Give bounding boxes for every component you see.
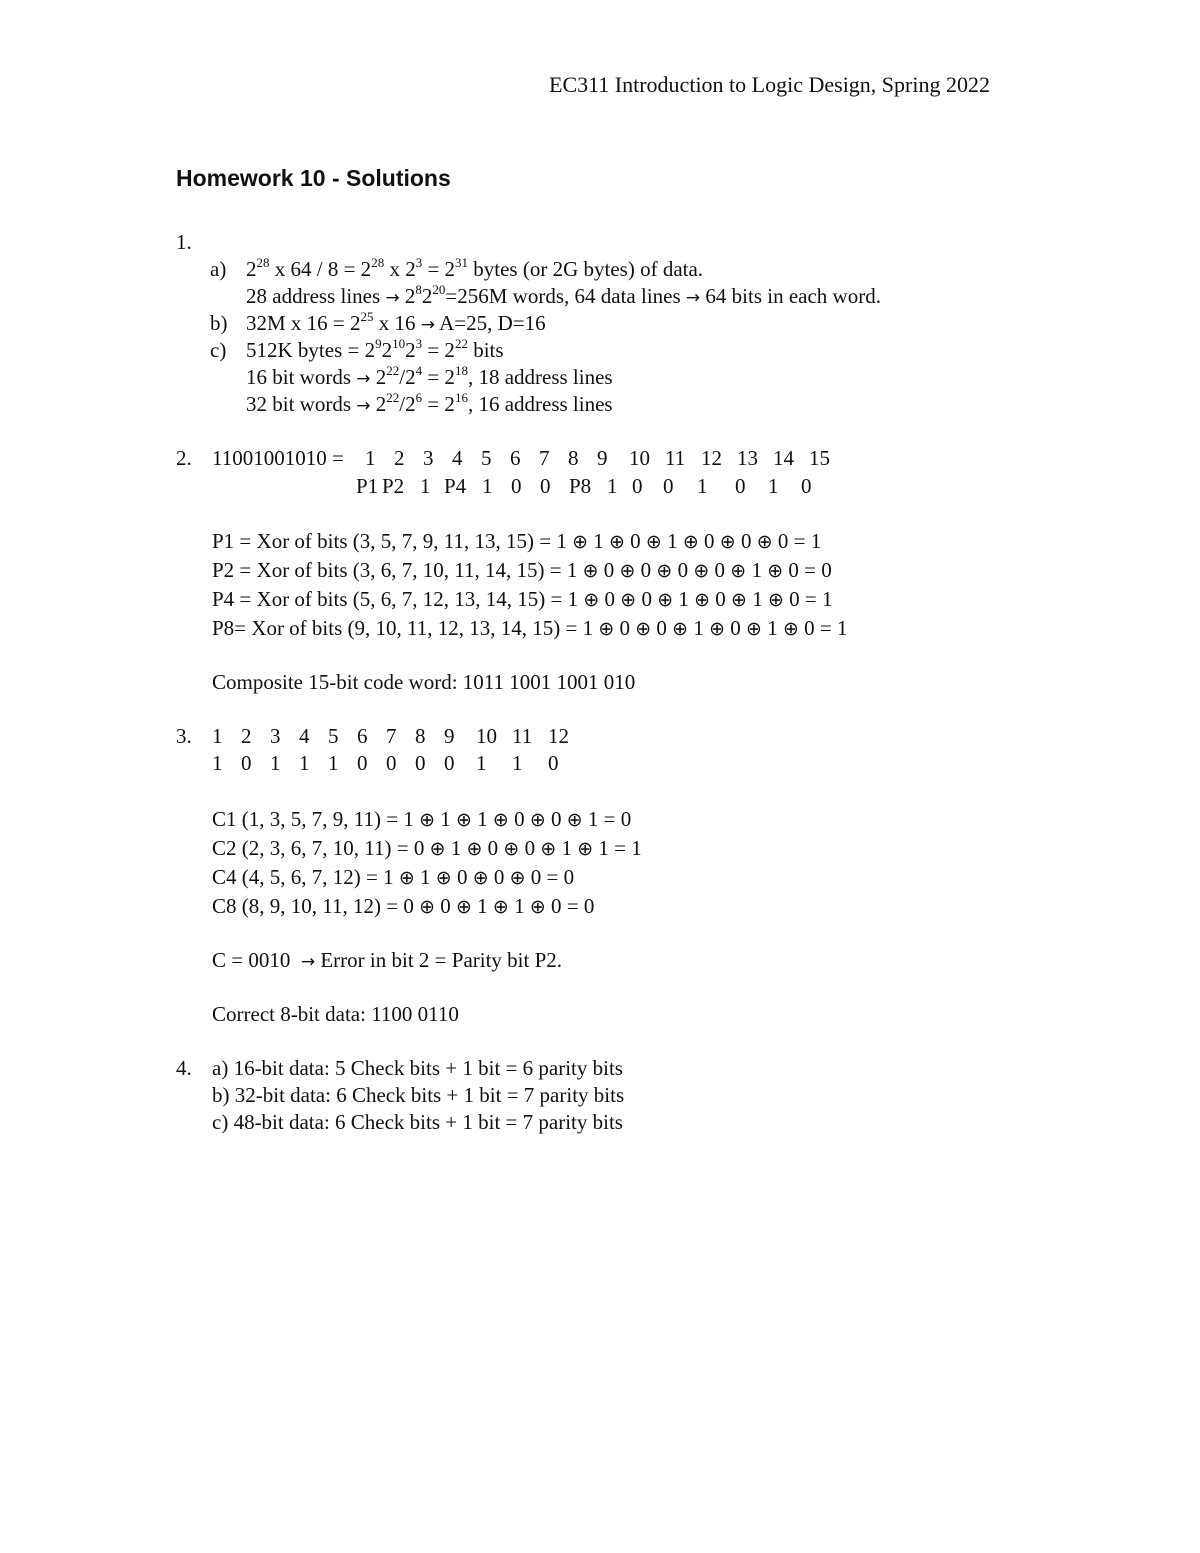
grid-cell: 0 — [632, 474, 643, 498]
grid-cell: 13 — [737, 446, 758, 470]
q3-c4-equation: C4 (4, 5, 6, 7, 12) = 1 ⊕ 1 ⊕ 0 ⊕ 0 ⊕ 0 = 0 — [212, 865, 575, 889]
grid-cell: 3 — [270, 724, 281, 748]
xor-icon: ⊕ — [746, 618, 762, 640]
xor-icon: ⊕ — [767, 589, 784, 611]
xor-icon: ⊕ — [419, 809, 435, 831]
q2-composite: Composite 15-bit code word: 1011 1001 1001 010 — [212, 670, 636, 694]
grid-cell: 3 — [423, 446, 434, 470]
grid-cell: 11 — [665, 446, 686, 470]
grid-cell: 1 — [607, 474, 618, 498]
xor-icon: ⊕ — [419, 896, 435, 918]
xor-icon: ⊕ — [756, 531, 773, 553]
q2-data-word: 11001001010 = — [212, 446, 344, 470]
grid-cell: 9 — [444, 724, 455, 748]
grid-cell: 5 — [481, 446, 492, 470]
q3-bit-row — [212, 750, 578, 777]
xor-icon: ⊕ — [455, 809, 472, 831]
course-header: EC311 Introduction to Logic Design, Spring 2022 — [549, 72, 990, 97]
grid-cell: 0 — [540, 474, 551, 498]
xor-icon: ⊕ — [620, 589, 637, 611]
q2-p4-equation: P4 = Xor of bits (5, 6, 7, 12, 13, 14, 15) = 1 ⊕ 0 ⊕ 0 ⊕ 1 ⊕ 0 ⊕ 1 ⊕ 0 = 1 — [212, 587, 833, 611]
grid-cell: 15 — [809, 446, 830, 470]
xor-icon: ⊕ — [694, 589, 711, 611]
arrow-icon: → — [300, 952, 316, 972]
grid-cell: 1 — [270, 751, 281, 775]
xor-icon: ⊕ — [429, 838, 446, 860]
grid-cell: 0 — [663, 474, 674, 498]
grid-cell: P1 — [356, 474, 379, 498]
q2-p1-equation: P1 = Xor of bits (3, 5, 7, 9, 11, 13, 15) = 1 ⊕ 1 ⊕ 0 ⊕ 1 ⊕ 0 ⊕ 0 ⊕ 0 = 1 — [212, 529, 822, 553]
xor-icon: ⊕ — [672, 618, 689, 640]
q3-number: 3. — [176, 724, 192, 748]
grid-cell: 2 — [241, 724, 252, 748]
arrow-icon: → — [685, 288, 701, 308]
grid-cell: P2 — [382, 474, 405, 498]
xor-icon: ⊕ — [577, 838, 594, 860]
grid-cell: 1 — [365, 446, 376, 470]
arrow-icon: → — [385, 288, 400, 308]
q4-c: c) 48-bit data: 6 Check bits + 1 bit = 7 parity bits — [212, 1110, 623, 1134]
xor-icon: ⊕ — [455, 896, 472, 918]
grid-cell: 2 — [394, 446, 405, 470]
q4-number: 4. — [176, 1056, 192, 1080]
q3-correct-data: Correct 8-bit data: 1100 0110 — [212, 1002, 459, 1026]
grid-cell: 7 — [539, 446, 550, 470]
q3-c2-equation: C2 (2, 3, 6, 7, 10, 11) = 0 ⊕ 1 ⊕ 0 ⊕ 0 ⊕ 1 ⊕ 1 = 1 — [212, 836, 642, 860]
xor-icon: ⊕ — [566, 809, 583, 831]
xor-icon: ⊕ — [503, 838, 520, 860]
grid-cell: 8 — [568, 446, 579, 470]
q2-p8-equation: P8= Xor of bits (9, 10, 11, 12, 13, 14, 15) = 1 ⊕ 0 ⊕ 0 ⊕ 1 ⊕ 0 ⊕ 1 ⊕ 0 = 1 — [212, 616, 848, 640]
arrow-icon: → — [420, 315, 436, 335]
xor-icon: ⊕ — [782, 618, 799, 640]
grid-cell: 0 — [415, 751, 426, 775]
grid-cell: P4 — [444, 474, 467, 498]
xor-icon: ⊕ — [719, 531, 736, 553]
xor-icon: ⊕ — [767, 560, 784, 582]
grid-cell: 1 — [212, 724, 223, 748]
xor-icon: ⊕ — [582, 560, 599, 582]
grid-cell: 9 — [597, 446, 608, 470]
q1-b-line: 32M x $16 = 2^{25}$ x 16 → A=25, D=16 — [246, 309, 546, 335]
q1-c-line3: 32 bit words → $2^{22}/2^6 = 2^{16}$, 16 address lines — [246, 390, 613, 416]
grid-cell: 1 — [768, 474, 779, 498]
q2-p2-equation: P2 = Xor of bits (3, 6, 7, 10, 11, 14, 15) = 1 ⊕ 0 ⊕ 0 ⊕ 0 ⊕ 0 ⊕ 1 ⊕ 0 = 0 — [212, 558, 832, 582]
q3-c8-equation: C8 (8, 9, 10, 11, 12) = 0 ⊕ 0 ⊕ 1 ⊕ 1 ⊕ 0 = 0 — [212, 894, 595, 918]
grid-cell: 1 — [420, 474, 431, 498]
grid-cell: 8 — [415, 724, 426, 748]
q4-b: b) 32-bit data: 6 Check bits + 1 bit = 7 parity bits — [212, 1083, 625, 1107]
q2-position-row — [365, 445, 845, 472]
grid-cell: 14 — [773, 446, 794, 470]
grid-cell: 1 — [212, 751, 223, 775]
grid-cell: 10 — [629, 446, 650, 470]
xor-icon: ⊕ — [598, 618, 615, 640]
grid-cell: 0 — [735, 474, 746, 498]
xor-icon: ⊕ — [657, 589, 674, 611]
xor-icon: ⊕ — [492, 896, 509, 918]
q1-c-line1: 512K bytes = $2^92^{10}2^3 = 2^{22}$ bits — [246, 336, 504, 362]
xor-icon: ⊕ — [731, 589, 747, 611]
q1-c-label: c) — [210, 338, 227, 362]
q2-number: 2. — [176, 446, 192, 470]
grid-cell: 0 — [511, 474, 522, 498]
xor-icon: ⊕ — [645, 531, 662, 553]
grid-cell: 11 — [512, 724, 533, 748]
grid-cell: 10 — [476, 724, 497, 748]
grid-cell: 1 — [328, 751, 339, 775]
grid-cell: P8 — [569, 474, 592, 498]
grid-cell: 0 — [801, 474, 812, 498]
grid-cell: 1 — [482, 474, 493, 498]
grid-cell: 1 — [512, 751, 523, 775]
q2-bit-row — [356, 473, 831, 500]
grid-cell: 1 — [476, 751, 487, 775]
q1-number: 1. — [176, 230, 192, 254]
xor-icon: ⊕ — [682, 531, 699, 553]
grid-cell: 0 — [357, 751, 368, 775]
arrow-icon: → — [356, 369, 371, 389]
xor-icon: ⊕ — [572, 531, 588, 553]
xor-icon: ⊕ — [619, 560, 636, 582]
grid-cell: 0 — [386, 751, 397, 775]
xor-icon: ⊕ — [609, 531, 625, 553]
xor-icon: ⊕ — [693, 560, 710, 582]
grid-cell: 12 — [548, 724, 569, 748]
q3-c1-equation: C1 (1, 3, 5, 7, 9, 11) = 1 ⊕ 1 ⊕ 1 ⊕ 0 ⊕ 0 ⊕ 1 = 0 — [212, 807, 632, 831]
grid-cell: 4 — [299, 724, 310, 748]
xor-icon: ⊕ — [709, 618, 726, 640]
q1-a-label: a) — [210, 257, 227, 281]
xor-icon: ⊕ — [583, 589, 600, 611]
xor-icon: ⊕ — [509, 867, 526, 889]
page-title: Homework 10 - Solutions — [176, 165, 451, 191]
q4-a: a) 16-bit data: 5 Check bits + 1 bit = 6 parity bits — [212, 1056, 623, 1080]
grid-cell: 1 — [697, 474, 708, 498]
grid-cell: 12 — [701, 446, 722, 470]
grid-cell: 6 — [357, 724, 368, 748]
xor-icon: ⊕ — [540, 838, 557, 860]
xor-icon: ⊕ — [529, 896, 546, 918]
xor-icon: ⊕ — [635, 618, 652, 640]
q1-a-line1: $2^{28}$ x $64 / 8 = 2^{28}$ x $2^3 = 2^{31}$ bytes (or 2G bytes) of data. — [246, 255, 704, 281]
grid-cell: 0 — [444, 751, 455, 775]
grid-cell: 7 — [386, 724, 397, 748]
grid-cell: 0 — [548, 751, 559, 775]
xor-icon: ⊕ — [492, 809, 509, 831]
q3-conclusion: C = 0010 → Error in bit 2 = Parity bit P2. — [212, 948, 563, 972]
xor-icon: ⊕ — [435, 867, 452, 889]
q1-b-label: b) — [210, 311, 228, 335]
q1-a-line2: 28 address lines → $2^82^{20}=256M$ words, 64 data lines → 64 bits in each word. — [246, 282, 881, 308]
grid-cell: 6 — [510, 446, 521, 470]
grid-cell: 4 — [452, 446, 463, 470]
xor-icon: ⊕ — [466, 838, 483, 860]
grid-cell: 5 — [328, 724, 339, 748]
grid-cell: 1 — [299, 751, 310, 775]
xor-icon: ⊕ — [472, 867, 489, 889]
q1-c-line2: 16 bit words → $2^{22}/2^4 = 2^{18}$, 18 address lines — [246, 363, 613, 389]
grid-cell: 0 — [241, 751, 252, 775]
xor-icon: ⊕ — [529, 809, 546, 831]
xor-icon: ⊕ — [398, 867, 415, 889]
arrow-icon: → — [356, 396, 371, 416]
q3-position-row — [212, 723, 578, 750]
xor-icon: ⊕ — [730, 560, 747, 582]
xor-icon: ⊕ — [656, 560, 673, 582]
